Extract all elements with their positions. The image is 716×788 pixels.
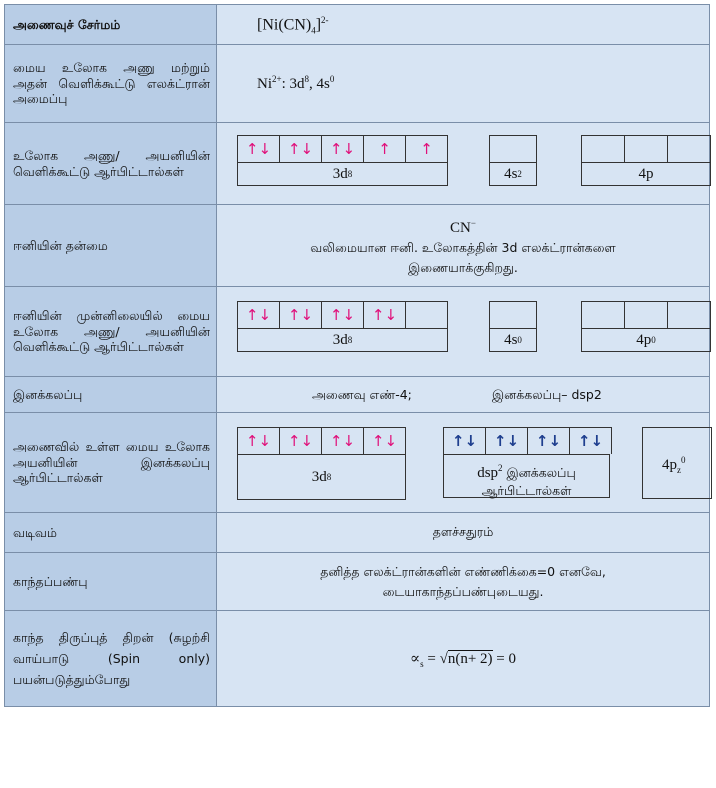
magnetic-line2: டையாகாந்தப்பண்புடையது. (382, 583, 544, 599)
dsp-orbital-3: ↑↓ (528, 428, 570, 454)
pre-d-orbital-label: 3d 8 (237, 328, 448, 352)
label-ligand: ஈனியின் தன்மை (5, 205, 217, 287)
dsp-label-line2: ஆர்பிட்டால்கள் (481, 483, 572, 498)
hybridisation-type: இனக்கலப்பு– dsp2 (492, 387, 602, 402)
p-orbital-1 (582, 136, 625, 162)
ligand-desc-line1: வலிமையான ஈனி. உலோகத்தின் 3d எலக்ட்ரான்களை (310, 240, 616, 255)
pre-p-orbital-boxes (581, 301, 711, 328)
d-orbital-3: ↑↓ (322, 136, 364, 162)
value-ligand (217, 205, 710, 287)
pre-p-orbital-1 (582, 302, 625, 328)
hyb-d-orbital-1: ↑↓ (238, 428, 280, 454)
complex-info-table (4, 4, 710, 707)
hyb-d-orbital-2: ↑↓ (280, 428, 322, 454)
pre-d-orbital-5 (406, 302, 447, 328)
d-orbital-boxes (237, 135, 448, 162)
dsp-orbital-label (443, 454, 610, 498)
pre-d-orbital-2: ↑↓ (280, 302, 322, 328)
label-ion-config: மைய உலோக அணு மற்றும் அதன் வெளிக்கூட்டு எலக்ட்ரான் அமைப்பு (5, 45, 217, 123)
pre-s-orbital-label: 4s 0 (489, 328, 537, 352)
d-orbital-5: ↑ (420, 140, 433, 158)
label-shape: வடிவம் (5, 513, 217, 553)
pre-p-orbital-label: 4p 0 (581, 328, 711, 352)
label-pre-ligand: ஈனியின் முன்னிலையில் மைய உலோக அணு/ அயனியின் வெளிக்கூட்டு ஆர்பிட்டால்கள் (5, 287, 217, 377)
p-orbital-2 (625, 136, 668, 162)
value-ion-config (217, 45, 710, 123)
label-hybrid: இனக்கலப்பு (5, 377, 217, 413)
d-orbital-1: ↑↓ (238, 136, 280, 162)
hyb-d-orbital-4: ↑↓ (371, 432, 398, 450)
pre-p-orbital-2 (625, 302, 668, 328)
complex-formula: $[Ni(CN)_4]^{2-}$ (257, 15, 329, 36)
pre-d-orbital-4: ↑↓ (364, 302, 406, 328)
dsp-label-line1: dsp$^2$ இனக்கலப்பு (477, 463, 576, 481)
value-complex (217, 5, 710, 45)
d-orbital-2: ↑↓ (280, 136, 322, 162)
pre-d-orbital-3: ↑↓ (322, 302, 364, 328)
magnetic-line1: தனித்த எலக்ட்ரான்களின் எண்ணிக்கை=0 எனவே, (320, 563, 606, 579)
coord-number: அணைவு எண்-4; (312, 387, 412, 402)
hyb-d-orbital-label: 3d 8 (237, 454, 406, 500)
dsp-orbital-2: ↑↓ (486, 428, 528, 454)
dsp-orbital-boxes (443, 427, 612, 454)
pre-d-orbital-boxes (237, 301, 448, 328)
value-shape: தளச்சதுரம் (217, 513, 710, 553)
value-magnetic (217, 553, 710, 611)
pre-d-orbital-1: ↑↓ (238, 302, 280, 328)
label-orbitals: உலோக அணு/ அயனியின் வெளிக்கூட்டு ஆர்பிட்டால்கள் (5, 123, 217, 205)
pre-s-orbital-box (489, 301, 537, 329)
hyb-d-orbital-boxes (237, 427, 406, 454)
label-magnetic: காந்தப்பண்பு (5, 553, 217, 611)
pre-p-orbital-3 (668, 302, 710, 328)
label-spin: காந்த திருப்புத் திறன் (சுழற்சி வாய்பாடு (Spin only) பயன்படுத்தும்போது (5, 611, 217, 707)
p-orbital-3 (668, 136, 710, 162)
spin-formula: $\propto_s = √n(n+ 2) = 0$ (409, 651, 517, 669)
s-orbital-box (489, 135, 537, 163)
d-orbital-label: 3d 8 (237, 162, 448, 186)
ligand-desc-line2: இணையாக்குகிறது. (408, 260, 518, 275)
value-hybrid-orbitals (217, 413, 710, 513)
hyb-d-orbital-3: ↑↓ (322, 428, 364, 454)
label-complex: அணைவுச் சேர்மம் (5, 5, 217, 45)
pz-orbital-label: $4p_z^0$ (662, 455, 686, 475)
p-orbital-label: 4p (581, 162, 711, 186)
p-orbital-boxes (581, 135, 711, 162)
s-orbital-label: 4s 2 (489, 162, 537, 186)
d-orbital-4: ↑ (364, 136, 406, 162)
ligand-formula: CN− (450, 218, 476, 236)
value-orbitals (217, 123, 710, 205)
value-spin (217, 611, 710, 707)
value-hybrid (217, 377, 710, 413)
value-pre-ligand (217, 287, 710, 377)
label-hybrid-orbitals: அணைவில் உள்ள மைய உலோக அயனியின் இனக்கலப்பு ஆர்பிட்டால்கள் (5, 413, 217, 513)
ion-config-text: $Ni^{2+}$: $3d^8$, $4s^0$ (257, 74, 335, 92)
dsp-orbital-1: ↑↓ (444, 428, 486, 454)
dsp-orbital-4: ↑↓ (577, 432, 604, 450)
